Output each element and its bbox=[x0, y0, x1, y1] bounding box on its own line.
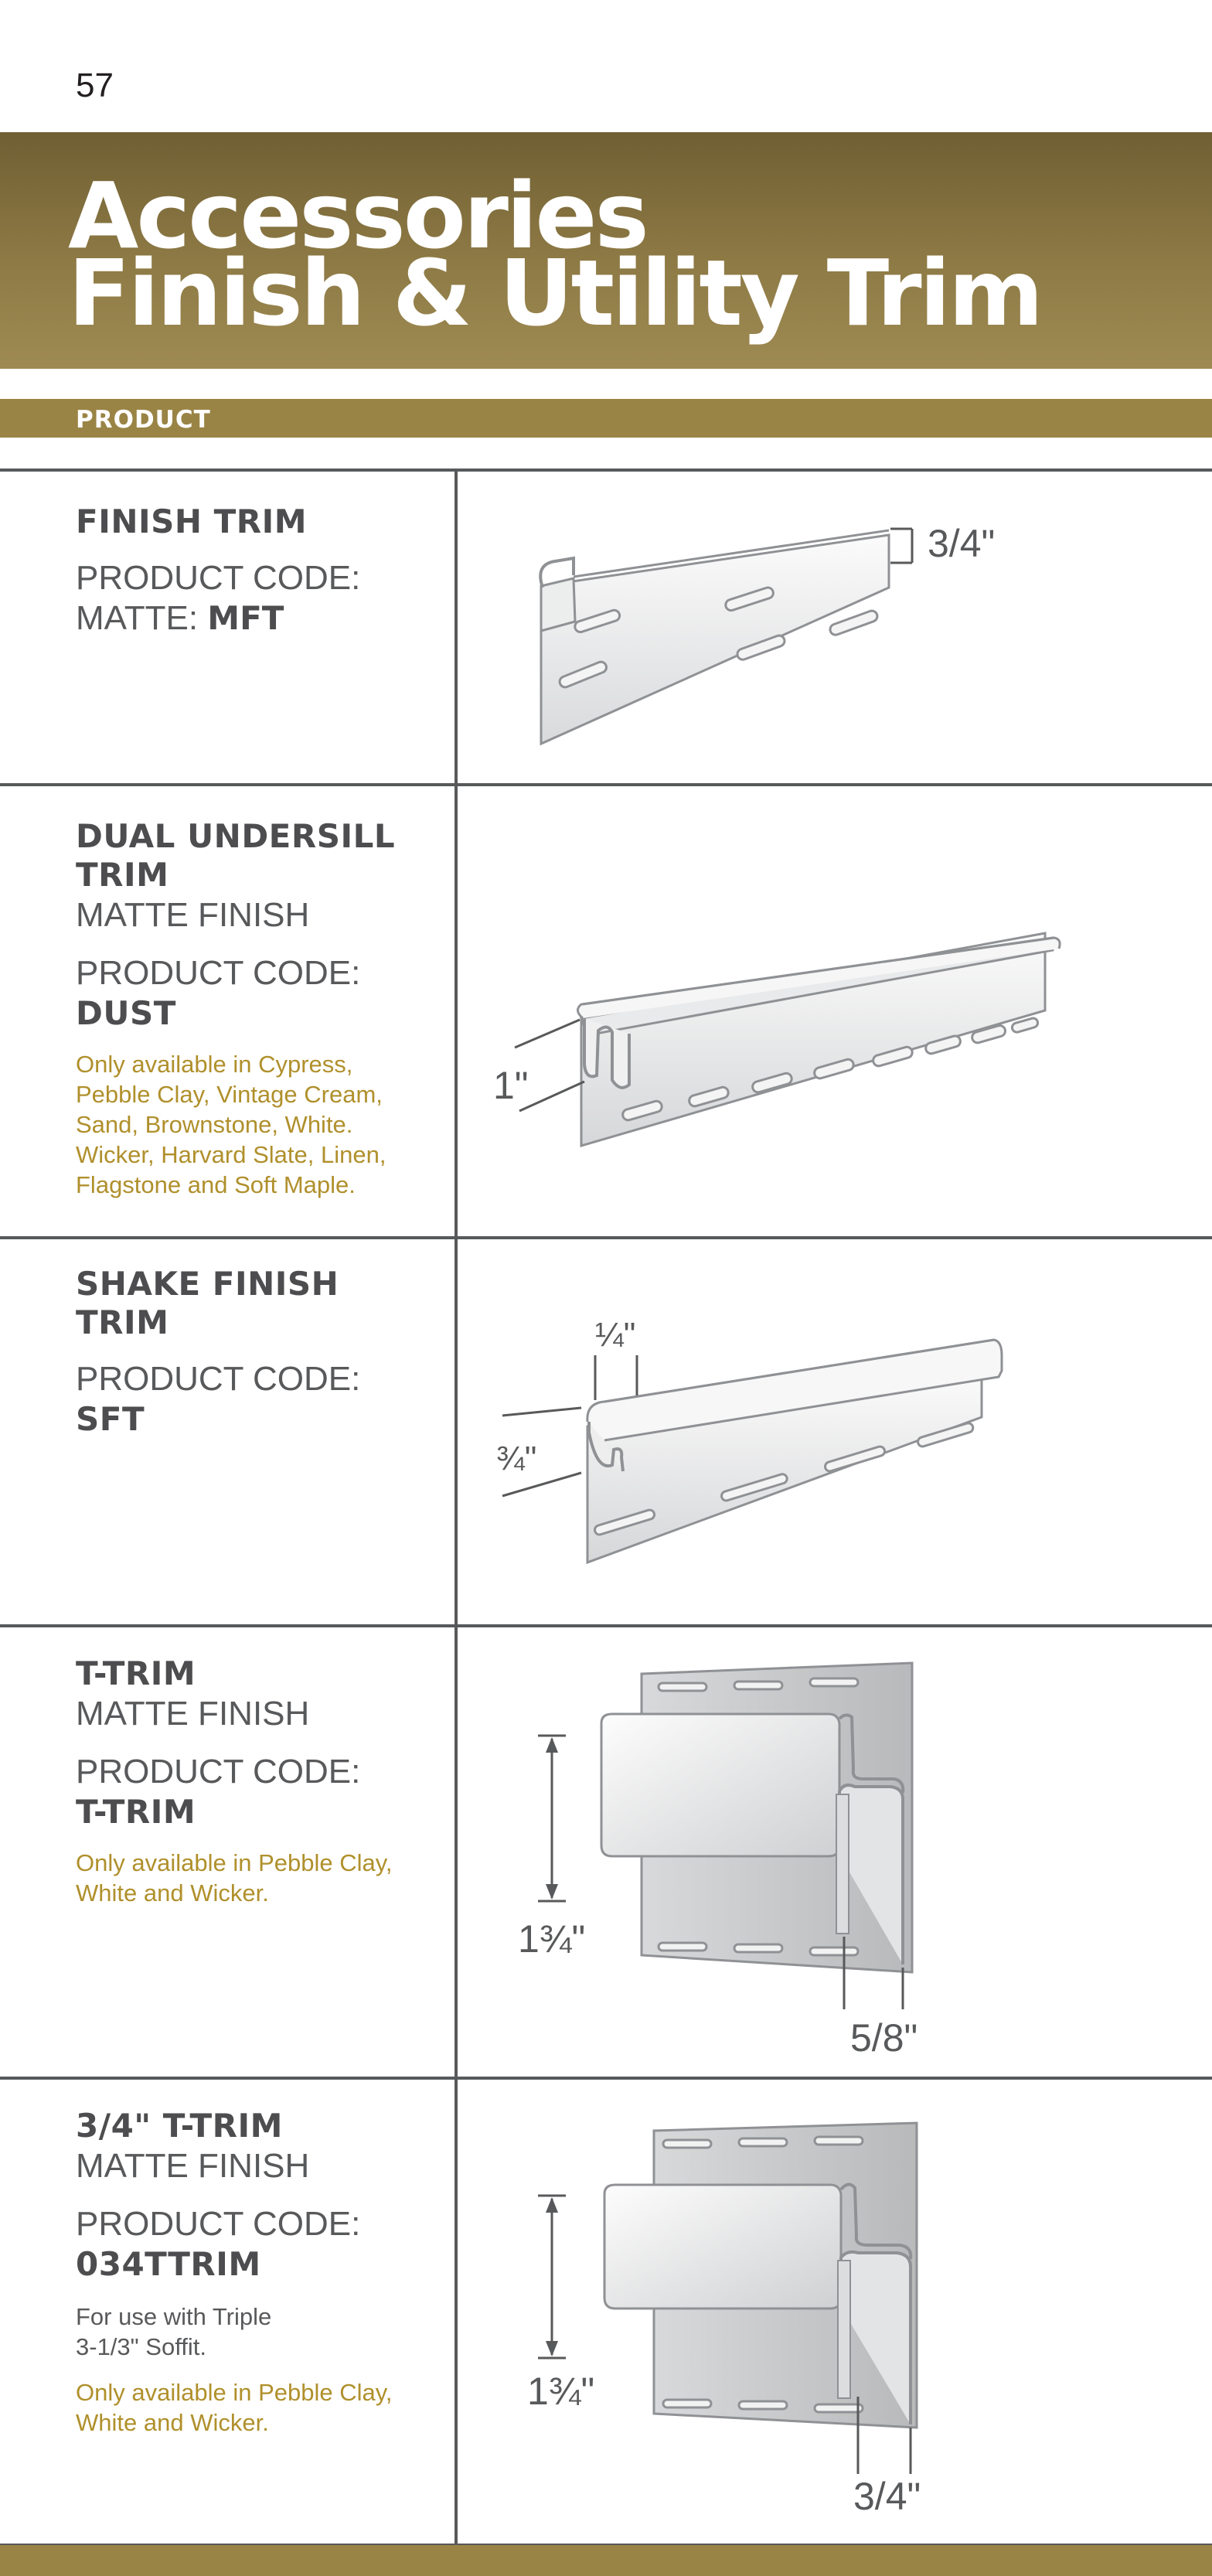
product-code-label: PRODUCT CODE: bbox=[76, 1753, 361, 1791]
product-finish: MATTE FINISH bbox=[76, 2147, 310, 2185]
product-code-label: PRODUCT CODE: bbox=[76, 559, 361, 597]
availability-line: Pebble Clay, Vintage Cream, bbox=[76, 1081, 383, 1108]
footer-band bbox=[0, 2545, 1212, 2576]
dimension-label-depth: 5/8" bbox=[850, 2016, 918, 2060]
availability-line: Sand, Brownstone, White. bbox=[76, 1111, 353, 1138]
product-cell-t-trim bbox=[76, 1654, 439, 1908]
product-name: 3/4" T-TRIM bbox=[76, 2107, 283, 2145]
availability-note bbox=[76, 1848, 439, 1908]
dimension-label-side: ¾" bbox=[496, 1440, 537, 1477]
usage-line: 3-1/3" Soffit. bbox=[76, 2333, 206, 2360]
product-code-value: DUST bbox=[76, 994, 176, 1032]
availability-line: White and Wicker. bbox=[76, 1879, 269, 1906]
product-name-line-2: TRIM bbox=[76, 856, 169, 894]
product-cell-shake-finish-trim bbox=[76, 1265, 439, 1440]
availability-line: Only available in Pebble Clay, bbox=[76, 2379, 393, 2406]
product-finish: MATTE FINISH bbox=[76, 896, 310, 934]
product-name-line-2: TRIM bbox=[76, 1303, 169, 1341]
availability-note bbox=[76, 1049, 439, 1200]
three-quarter-t-trim-illustration bbox=[458, 2080, 1212, 2542]
product-name-line-1: DUAL UNDERSILL bbox=[76, 817, 396, 855]
page-title-line-1: Accessories bbox=[68, 162, 647, 269]
product-code bbox=[76, 598, 439, 639]
product-code-value: 034TTRIM bbox=[76, 2245, 261, 2283]
availability-line: Flagstone and Soft Maple. bbox=[76, 1171, 356, 1198]
product-code-prefix: MATTE: bbox=[76, 599, 208, 637]
shake-finish-trim-illustration bbox=[458, 1239, 1212, 1623]
dimension-label-height: 1¾" bbox=[518, 1917, 586, 1961]
product-code-label: PRODUCT CODE: bbox=[76, 1360, 361, 1398]
usage-line: For use with Triple bbox=[76, 2303, 272, 2330]
dimension-label-height: 1¾" bbox=[527, 2370, 595, 2413]
availability-line: Only available in Cypress, bbox=[76, 1051, 353, 1078]
product-cell-dual-undersill-trim bbox=[76, 817, 439, 1200]
availability-line: Only available in Pebble Clay, bbox=[76, 1849, 393, 1876]
availability-line: White and Wicker. bbox=[76, 2409, 269, 2436]
availability-line: Wicker, Harvard Slate, Linen, bbox=[76, 1141, 386, 1168]
usage-note bbox=[76, 2302, 439, 2362]
page-number: 57 bbox=[76, 66, 114, 104]
product-name-line-1: SHAKE FINISH bbox=[76, 1265, 339, 1303]
dual-undersill-trim-illustration bbox=[458, 786, 1212, 1235]
dimension-label-top: ¼" bbox=[595, 1316, 636, 1354]
product-name: FINISH TRIM bbox=[76, 503, 308, 540]
page-title-line-2: Finish & Utility Trim bbox=[68, 240, 1041, 346]
dimension-label-depth: 3/4" bbox=[853, 2475, 921, 2518]
finish-trim-illustration bbox=[458, 472, 1212, 782]
product-name: T-TRIM bbox=[76, 1654, 196, 1692]
product-code-value: T-TRIM bbox=[76, 1793, 196, 1831]
availability-note bbox=[76, 2377, 439, 2438]
product-code-label: PRODUCT CODE: bbox=[76, 954, 361, 992]
dimension-label: 3/4" bbox=[928, 522, 996, 565]
product-cell-three-quarter-t-trim bbox=[76, 2107, 439, 2438]
product-code-value: SFT bbox=[76, 1400, 145, 1438]
dimension-label: 1" bbox=[493, 1064, 529, 1107]
t-trim-illustration bbox=[458, 1627, 1212, 2076]
product-finish: MATTE FINISH bbox=[76, 1695, 310, 1733]
table-header-label: PRODUCT bbox=[76, 406, 211, 434]
product-code-value: MFT bbox=[207, 599, 284, 637]
product-code-label: PRODUCT CODE: bbox=[76, 2205, 361, 2243]
table-header bbox=[0, 399, 1212, 438]
product-cell-finish-trim bbox=[76, 503, 439, 639]
